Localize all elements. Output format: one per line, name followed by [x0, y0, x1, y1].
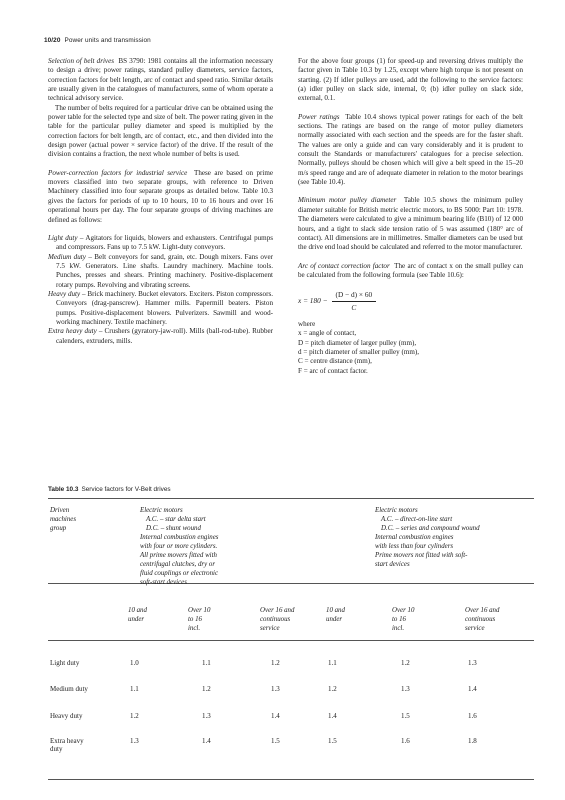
prime-mover-group-b-line: A.C. – direct-on-line start: [381, 516, 453, 523]
factor-cell: 1.2: [202, 685, 211, 693]
hours-per-day-header: [392, 606, 414, 633]
factor-cell: 1.3: [401, 685, 410, 693]
row-label-line: Extra heavy: [50, 737, 84, 745]
prime-mover-group-a: [140, 506, 290, 587]
where-line: d = pitch diameter of smaller pulley (mm),: [298, 347, 420, 356]
paragraph-lead: Extra heavy duty: [48, 327, 97, 336]
heading-min-pulley: Minimum motor pulley diameter: [298, 196, 397, 205]
table-title: Service factors for V-Belt drives: [81, 486, 171, 493]
hours-per-day-header-line: service: [465, 625, 485, 632]
factor-cell: 1.0: [130, 659, 139, 667]
row-label: [50, 712, 82, 720]
body-arc-contact: The arc of contact x on the small pulley can be calculated from the following formula (see Table 10.6):: [298, 261, 524, 279]
paragraph-speed-up: For the above four groups (1) for speed-up and reversing drives multiply the factor given in Table 10.3 by 1.25, except where high torque is not present on starting. (2) If idler pulleys are used, add the following to the service factors: (a) idler pulley on slack side, internal, 0; (b) idler pulley on slack side, external, 0.1.: [298, 57, 523, 103]
left-paragraph: [48, 57, 273, 104]
hours-per-day-header-line: Over 16 and: [465, 607, 500, 614]
where-line: D = pitch diameter of larger pulley (mm),: [298, 338, 417, 347]
left-paragraph: [48, 169, 273, 225]
driven-group-header-line: group: [50, 525, 67, 532]
paragraph-min-pulley: [298, 196, 523, 252]
paragraph-lead: Heavy duty: [48, 289, 81, 298]
prime-mover-group-b-line: start devices: [375, 561, 410, 568]
paragraph-text: BS 3790: 1981 contains all the information necessary to design a drive; power ratings, standard pulley diameters, service factors, correction factors for belt length, arc of contact and speed ratio. Similar details are usually given in the catalogues of manufacturers, some of whom operate a technical advisory service.: [48, 57, 274, 103]
hours-per-day-header-line: service: [260, 625, 280, 632]
table-bottom-rule: [48, 779, 534, 780]
factor-cell: 1.2: [271, 659, 280, 667]
hours-per-day-header-line: 10 and: [326, 607, 345, 614]
prime-mover-group-b-line: Electric motors: [375, 507, 418, 514]
hours-per-day-header: [260, 606, 294, 633]
where-line: C = centre distance (mm),: [298, 357, 372, 366]
hours-per-day-header: [188, 606, 210, 633]
prime-mover-group-a-line: Electric motors: [140, 507, 183, 514]
factor-cell: 1.1: [202, 659, 211, 667]
driven-group-header-line: Driven: [50, 507, 70, 514]
prime-mover-group-a-line: with four or more cylinders.: [140, 543, 218, 550]
factor-cell: 1.3: [130, 737, 139, 745]
factor-cell: 1.4: [468, 685, 477, 693]
left-paragraph: [48, 327, 273, 346]
row-label: [50, 737, 84, 753]
hours-per-day-header-line: incl.: [392, 625, 405, 632]
factor-cell: 1.4: [328, 712, 337, 720]
factor-cell: 1.6: [468, 712, 477, 720]
hours-per-day-header: [326, 606, 345, 624]
factor-cell: 1.5: [401, 712, 410, 720]
prime-mover-group-a-line: fluid couplings or electronic: [140, 570, 219, 577]
where-line: where: [298, 319, 316, 328]
prime-mover-group-a-line: Internal combustion engines: [140, 534, 219, 541]
table-subheader-rule: [48, 640, 534, 641]
right-column: [298, 57, 523, 376]
factor-cell: 1.1: [130, 685, 139, 693]
paragraph-text: The number of belts required for a particular drive can be obtained using the power table for the selected type and size of belt. The power rating given in the table for the particular pulley diameter and speed is multiplied by the correction factors for belt length, arc of contact, etc., and then divided into the design power (actual power × service factor) of the drive. If the result of the division contains a fraction, the next whole number of belts is used.: [48, 103, 273, 159]
hours-per-day-header-line: Over 10: [392, 607, 415, 614]
prime-mover-group-b-line: Internal combustion engines: [375, 534, 454, 541]
prime-mover-group-b: [375, 506, 535, 569]
where-line: F = arc of contact factor.: [298, 366, 368, 375]
factor-cell: 1.5: [328, 737, 337, 745]
row-label-line: Light duty: [50, 659, 80, 667]
hours-per-day-header-line: under: [326, 616, 343, 623]
row-label-line: Medium duty: [50, 685, 88, 693]
hours-per-day-header-line: 10 and: [128, 607, 147, 614]
hours-per-day-header-line: continuous: [260, 616, 291, 623]
chapter-title: Power units and transmission: [64, 37, 151, 44]
prime-mover-group-a-line: A.C. – star delta start: [146, 516, 206, 523]
factor-cell: 1.2: [130, 712, 139, 720]
driven-group-header: [50, 506, 76, 533]
factor-cell: 1.2: [328, 685, 337, 693]
prime-mover-group-b-line: Prime movers not fitted with soft-: [375, 552, 468, 559]
factor-cell: 1.5: [271, 737, 280, 745]
row-label-line: Heavy duty: [50, 712, 83, 720]
prime-mover-group-a-line: soft-start devices: [140, 579, 187, 586]
prime-mover-group-a-line: centrifugal clutches, dry or: [140, 561, 216, 568]
table-caption: [48, 486, 171, 493]
paragraph-lead: Power-correction factors for industrial service: [48, 168, 188, 177]
formula-fraction: [332, 290, 377, 312]
hours-per-day-header-line: Over 16 and: [260, 607, 295, 614]
factor-cell: 1.6: [401, 737, 410, 745]
hours-per-day-header-line: to 16: [188, 616, 202, 623]
row-label-line: duty: [50, 745, 63, 753]
prime-mover-group-a-line: All prime movers fitted with: [140, 552, 217, 559]
table-top-rule: [48, 498, 534, 499]
prime-mover-group-a-line: D.C. – shunt wound: [146, 525, 201, 532]
hours-per-day-header-line: under: [128, 616, 145, 623]
paragraph-lead: Selection of belt drives: [48, 57, 114, 65]
formula-lhs: x = 180 −: [298, 296, 328, 306]
row-label: [50, 685, 88, 693]
heading-arc-contact: Arc of contact correction factor: [298, 261, 390, 270]
paragraph-lead: Light duty: [48, 233, 78, 242]
paragraph-text: – Agitators for liquids, blowers and exhausters. Centrifugal pumps and compressors. Fans up to 7.5 kW. Light-duty conveyors.: [56, 233, 273, 252]
row-label: [50, 659, 79, 667]
factor-cell: 1.8: [468, 737, 477, 745]
paragraph-text: These are based on prime movers classified into two separate groups, with reference to Driven Machinery classified into four separate groups as detailed below. Table 10.3 gives the factors for periods of up to 10 hours, 10 to 16 hours and over 16 operational hours per day. The four separate groups of driving machines are defined as follows:: [48, 168, 274, 224]
heading-power-ratings: Power ratings: [298, 112, 340, 121]
prime-mover-group-b-line: D.C. – series and compound wound: [381, 525, 480, 532]
factor-cell: 1.4: [202, 737, 211, 745]
paragraph-text: – Crushers (gyratory-jaw-roll). Mills (ball-rod-tube). Rubber calenders, extruders, mills.: [56, 327, 273, 345]
formula-numerator: (D − d) × 60: [332, 290, 377, 301]
factor-cell: 1.4: [271, 712, 280, 720]
prime-mover-group-b-line: with less than four cylinders: [375, 543, 454, 550]
body-power-ratings: Table 10.4 shows typical power ratings for each of the belt sections. The ratings are based on the range of motor pulley diameters normally associated with each section and the speeds are for the faster shaft. The values are only a guide and can vary considerably and it is prudent to consult the Standards or manufacturers' catalogues for a precise selection. Normally, pulleys should be chosen which will give a belt speed in the 15–20 m/s speed range and are of adequate diameter in relation to the motor bearings (see Table 10.4).: [298, 112, 523, 187]
factor-cell: 1.3: [271, 685, 280, 693]
paragraph-power-ratings: [298, 113, 523, 188]
factor-cell: 1.2: [401, 659, 410, 667]
hours-per-day-header-line: incl.: [188, 625, 201, 632]
driven-group-header-line: machines: [50, 516, 77, 523]
formula-definitions: [298, 320, 523, 376]
hours-per-day-header-line: continuous: [465, 616, 496, 623]
factor-cell: 1.3: [202, 712, 211, 720]
left-paragraph: [48, 253, 273, 290]
table-header-rule: [48, 583, 534, 584]
factor-cell: 1.1: [328, 659, 337, 667]
running-header: [44, 37, 151, 44]
body-min-pulley: Table 10.5 shows the minimum pulley diameter suitable for British metric electric motors, to BS 5000: Part 10: 1978. The diameters were calculated to give a minimum bearing life (B10) of 12 000 hours, and a tight to slack side tension ratio of 5 was assumed (180° arc of contact). All dimensions are in millimetres. Smaller diameters can be used but the drive end load should be calculated and referred to the motor manufacturer.: [298, 196, 523, 252]
hours-per-day-header-line: to 16: [392, 616, 406, 623]
left-paragraph: [48, 104, 273, 160]
left-paragraph: [48, 234, 273, 253]
left-paragraph: [48, 290, 273, 327]
formula-denominator: C: [351, 302, 357, 312]
left-column: [48, 57, 273, 346]
hours-per-day-header: [465, 606, 499, 633]
hours-per-day-header: [128, 606, 147, 624]
paragraph-text: – Brick machinery. Bucket elevators. Exciters. Piston compressors. Conveyors (drag-panscrew). Hammer mills. Papermill beaters. Piston pumps. Positive-displacement blowers. Pulverizers. Sawmill and wood-working machinery. Textile machinery.: [56, 289, 273, 326]
paragraph-text: – Belt conveyors for sand, grain, etc. Dough mixers. Fans over 7.5 kW. Generators. Line shafts. Laundry machinery. Machine tools. Punches, presses and shears. Printing machinery. Positive-displacement rotary pumps. Revolving and vibrating screens.: [56, 252, 273, 289]
arc-formula: [298, 290, 523, 312]
factor-cell: 1.3: [468, 659, 477, 667]
paragraph-arc-contact: [298, 262, 523, 281]
page-number: 10/20: [44, 37, 61, 44]
hours-per-day-header-line: Over 10: [188, 607, 211, 614]
paragraph-lead: Medium duty: [48, 252, 86, 261]
table-number: Table 10.3: [48, 486, 79, 493]
where-line: x = angle of contact,: [298, 329, 357, 338]
